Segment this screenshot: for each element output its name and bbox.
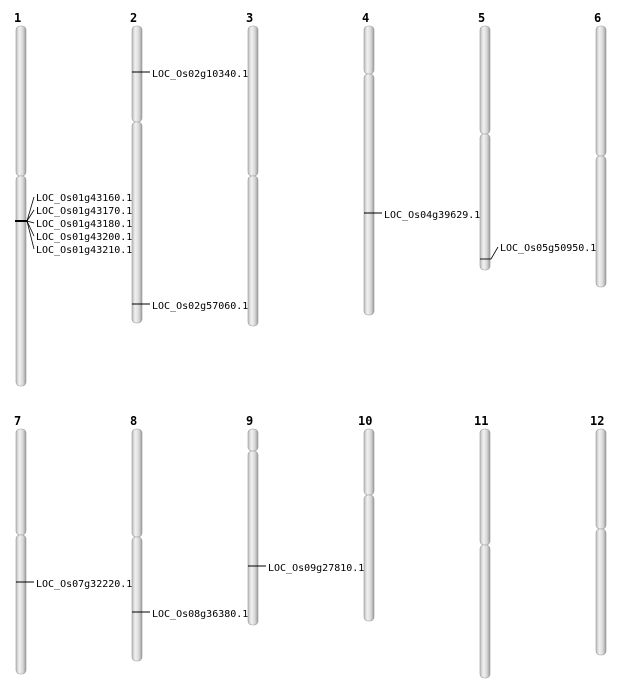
chromosome-4 <box>362 11 480 315</box>
chromosome-arm <box>16 176 26 386</box>
gene-label: LOC_Os05g50950.1 <box>500 243 597 254</box>
chromosome-arm <box>480 429 490 545</box>
chromosome-2 <box>130 11 248 323</box>
gene-label: LOC_Os09g27810.1 <box>268 563 365 574</box>
chromosome-8 <box>130 414 248 661</box>
chromosome-7 <box>14 414 132 674</box>
gene-label: LOC_Os08g36380.1 <box>152 609 249 620</box>
chromosome-9 <box>246 414 364 625</box>
gene-connector <box>27 197 34 221</box>
chromosome-10 <box>358 414 374 621</box>
chromosome-arm <box>16 26 26 176</box>
gene-label: LOC_Os07g32220.1 <box>36 579 133 590</box>
gene-label: LOC_Os02g10340.1 <box>152 69 249 80</box>
chromosome-arm <box>16 535 26 674</box>
chromosome-label: 3 <box>246 11 254 25</box>
chromosome-arm <box>132 429 142 537</box>
chromosome-label: 7 <box>14 414 22 428</box>
chromosome-arm <box>132 26 142 122</box>
chromosome-arm <box>596 529 606 655</box>
chromosome-arm <box>480 545 490 678</box>
chromosome-arm <box>16 429 26 535</box>
chromosome-arm <box>248 451 258 625</box>
chromosome-arm <box>248 429 258 451</box>
chromosome-arm <box>364 429 374 495</box>
chromosome-arm <box>132 122 142 323</box>
chromosome-11 <box>474 414 490 678</box>
gene-connector <box>27 221 34 249</box>
chromosome-label: 11 <box>474 414 489 428</box>
chromosome-arm <box>364 26 374 74</box>
chromosome-arm <box>480 26 490 134</box>
chromosome-label: 2 <box>130 11 138 25</box>
chromosome-label: 4 <box>362 11 370 25</box>
chromosome-label: 9 <box>246 414 254 428</box>
chromosome-1 <box>14 11 132 386</box>
chromosome-arm <box>364 74 374 315</box>
gene-label: LOC_Os01g43160.1 <box>36 193 133 204</box>
chromosome-label: 6 <box>594 11 602 25</box>
gene-label: LOC_Os01g43170.1 <box>36 206 133 217</box>
chromosome-arm <box>596 26 606 156</box>
chromosome-3 <box>246 11 258 326</box>
chromosome-label: 12 <box>590 414 605 428</box>
chromosome-label: 5 <box>478 11 486 25</box>
chromosome-6 <box>594 11 606 287</box>
chromosome-12 <box>590 414 606 655</box>
chromosome-arm <box>248 176 258 326</box>
gene-label: LOC_Os01g43180.1 <box>36 219 133 230</box>
chromosome-arm <box>364 495 374 621</box>
gene-connector <box>491 247 498 259</box>
gene-label: LOC_Os02g57060.1 <box>152 301 249 312</box>
chromosome-arm <box>248 26 258 176</box>
chromosome-label: 8 <box>130 414 138 428</box>
gene-label: LOC_Os04g39629.1 <box>384 210 481 221</box>
gene-connector <box>27 210 34 221</box>
gene-label: LOC_Os01g43200.1 <box>36 232 133 243</box>
chromosome-arm <box>596 429 606 529</box>
chromosome-label: 1 <box>14 11 22 25</box>
chromosome-label: 10 <box>358 414 373 428</box>
chromosome-arm <box>480 134 490 270</box>
chromosome-arm <box>596 156 606 287</box>
chromosome-arm <box>132 537 142 661</box>
gene-label: LOC_Os01g43210.1 <box>36 245 133 256</box>
chromosome-5 <box>478 11 596 270</box>
